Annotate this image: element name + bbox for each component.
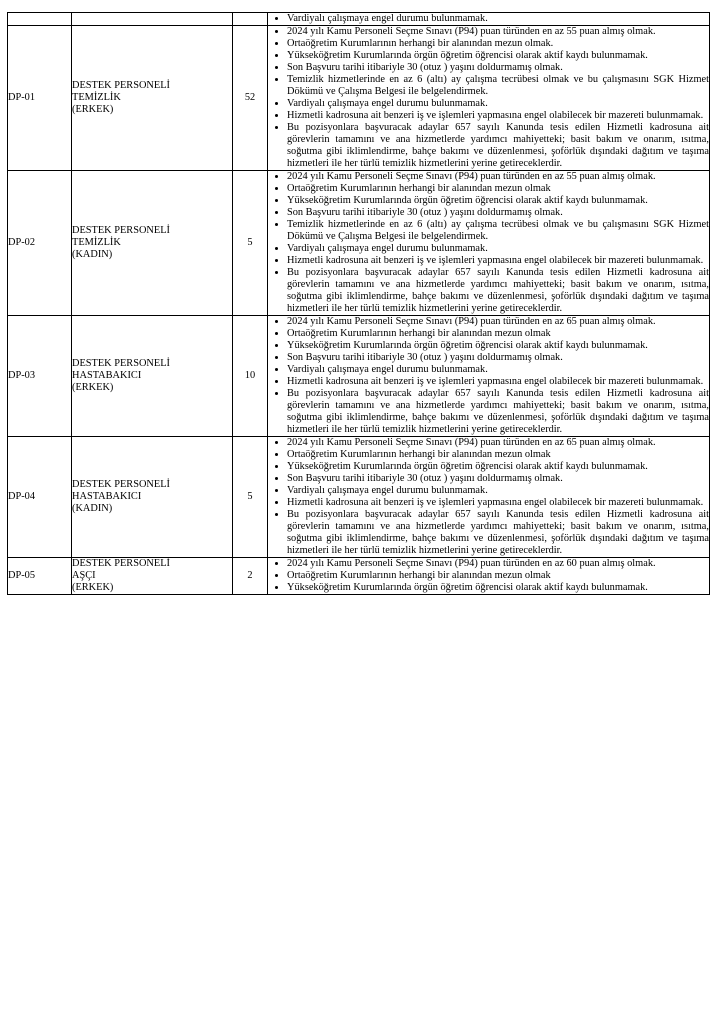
table-row <box>8 558 710 595</box>
position-title-line: DESTEK PERSONELİ <box>72 80 170 91</box>
position-title-line: AŞÇI <box>72 570 96 581</box>
position-title-line: HASTABAKICI <box>72 491 142 502</box>
position-requirements <box>268 316 710 437</box>
list-item: • Son Başvuru tarihi itibariyle 30 (otuz ) yaşını doldurmamış olmak. <box>287 207 709 219</box>
list-item: • Bu pozisyonlara başvuracak adaylar 657 sayılı Kanunda tesis edilen Hizmetli kadrosuna ait görevlerin tamamını ve ana hizmetlerde yardımcı mahiyetteki; basit bakım ve onarım, ısıtma, soğutma gibi iklimlendirme, bahçe bakımı ve düzenlenmesi, şoförlük dışındaki dağıtım ve taşıma hizmetleri ile her türlü temizlik hizmetlerini yerine getireceklerdir. <box>287 122 709 170</box>
list-item: • Yükseköğretim Kurumlarında örgün öğretim öğrencisi olarak aktif kaydı bulunmamak. <box>287 340 709 352</box>
list-item: • Vardiyalı çalışmaya engel durumu bulunmamak. <box>287 243 709 255</box>
requirements-list <box>268 26 709 170</box>
list-item: • Vardiyalı çalışmaya engel durumu bulunmamak. <box>287 364 709 376</box>
list-item: • Ortaöğretim Kurumlarının herhangi bir alanından mezun olmak. <box>287 38 709 50</box>
position-count: 5 <box>233 437 268 558</box>
requirements-list <box>268 437 709 557</box>
position-code: DP-02 <box>8 171 72 316</box>
position-title <box>72 171 233 316</box>
position-title-line: (KADIN) <box>72 249 113 260</box>
positions-table <box>7 12 710 595</box>
position-requirements <box>268 13 710 26</box>
position-count <box>233 13 268 26</box>
position-code: DP-03 <box>8 316 72 437</box>
requirements-list <box>268 171 709 315</box>
list-item: • Bu pozisyonlara başvuracak adaylar 657 sayılı Kanunda tesis edilen Hizmetli kadrosuna ait görevlerin tamamını ve ana hizmetlerde yardımcı mahiyetteki; basit bakım ve onarım, ısıtma, soğutma gibi iklimlendirme, bahçe bakımı ve düzenlenmesi, şoförlük dışındaki dağıtım ve taşıma hizmetleri ile her türlü temizlik hizmetlerini yerine getireceklerdir. <box>287 388 709 436</box>
list-item: • Temizlik hizmetlerinde en az 6 (altı) ay çalışma tecrübesi olmak ve bu çalışmasını SGK Hizmet Dökümü ve Çalışma Belgesi ile belgelendirmek. <box>287 74 709 98</box>
position-code: DP-05 <box>8 558 72 595</box>
position-title-line: (KADIN) <box>72 503 113 514</box>
list-item: • Ortaöğretim Kurumlarının herhangi bir alanından mezun olmak <box>287 449 709 461</box>
position-count: 52 <box>233 26 268 171</box>
position-title-line: HASTABAKICI <box>72 370 142 381</box>
list-item: • Yükseköğretim Kurumlarında örgün öğretim öğrencisi olarak aktif kaydı bulunmamak. <box>287 461 709 473</box>
list-item: • Ortaöğretim Kurumlarının herhangi bir alanından mezun olmak <box>287 328 709 340</box>
position-count: 10 <box>233 316 268 437</box>
position-requirements <box>268 558 710 595</box>
list-item: • 2024 yılı Kamu Personeli Seçme Sınavı (P94) puan türünden en az 65 puan almış olmak. <box>287 316 709 328</box>
position-title <box>72 26 233 171</box>
position-title <box>72 437 233 558</box>
list-item: • Vardiyalı çalışmaya engel durumu bulunmamak. <box>287 98 709 110</box>
position-count: 2 <box>233 558 268 595</box>
position-code <box>8 13 72 26</box>
list-item: • Yükseköğretim Kurumlarında örgün öğretim öğrencisi olarak aktif kaydı bulunmamak. <box>287 50 709 62</box>
table-row <box>8 13 710 26</box>
list-item: • Son Başvuru tarihi itibariyle 30 (otuz ) yaşını doldurmamış olmak. <box>287 352 709 364</box>
list-item: • Hizmetli kadrosuna ait benzeri iş ve işlemleri yapmasına engel olabilecek bir mazereti bulunmamak. <box>287 376 709 388</box>
list-item: • Temizlik hizmetlerinde en az 6 (altı) ay çalışma tecrübesi olmak ve bu çalışmasını SGK Hizmet Dökümü ve Çalışma Belgesi ile belgelendirmek. <box>287 219 709 243</box>
position-title-line: (ERKEK) <box>72 382 114 393</box>
position-title-line: DESTEK PERSONELİ <box>72 358 170 369</box>
table-row <box>8 437 710 558</box>
positions-table-body <box>8 13 710 595</box>
position-requirements <box>268 171 710 316</box>
position-title-line: DESTEK PERSONELİ <box>72 225 170 236</box>
position-title-line: (ERKEK) <box>72 582 114 593</box>
list-item: • Yükseköğretim Kurumlarında örgün öğretim öğrencisi olarak aktif kaydı bulunmamak. <box>287 582 709 594</box>
list-item: • Yükseköğretim Kurumlarında örgün öğretim öğrencisi olarak aktif kaydı bulunmamak. <box>287 195 709 207</box>
table-row <box>8 26 710 171</box>
requirements-list <box>268 316 709 436</box>
list-item: • Vardiyalı çalışmaya engel durumu bulunmamak. <box>287 485 709 497</box>
position-count: 5 <box>233 171 268 316</box>
position-code: DP-01 <box>8 26 72 171</box>
list-item: • Hizmetli kadrosuna ait benzeri iş ve işlemleri yapmasına engel olabilecek bir mazereti bulunmamak. <box>287 110 709 122</box>
position-title-line: (ERKEK) <box>72 104 114 115</box>
list-item: • Bu pozisyonlara başvuracak adaylar 657 sayılı Kanunda tesis edilen Hizmetli kadrosuna ait görevlerin tamamını ve ana hizmetlerde yardımcı mahiyetteki; basit bakım ve onarım, ısıtma, soğutma gibi iklimlendirme, bahçe bakımı ve düzenlenmesi, şoförlük dışındaki dağıtım ve taşıma hizmetleri ile her türlü temizlik hizmetlerini yerine getireceklerdir. <box>287 267 709 315</box>
list-item: • 2024 yılı Kamu Personeli Seçme Sınavı (P94) puan türünden en az 55 puan almış olmak. <box>287 171 709 183</box>
list-item: • Ortaöğretim Kurumlarının herhangi bir alanından mezun olmak <box>287 183 709 195</box>
position-title-line: DESTEK PERSONELİ <box>72 479 170 490</box>
list-item: • Son Başvuru tarihi itibariyle 30 (otuz ) yaşını doldurmamış olmak. <box>287 473 709 485</box>
position-title-line: TEMİZLİK <box>72 237 121 248</box>
table-row <box>8 171 710 316</box>
table-row <box>8 316 710 437</box>
position-code: DP-04 <box>8 437 72 558</box>
requirements-list <box>268 558 709 594</box>
position-requirements <box>268 26 710 171</box>
list-item: • Vardiyalı çalışmaya engel durumu bulunmamak. <box>287 13 709 25</box>
list-item: • Bu pozisyonlara başvuracak adaylar 657 sayılı Kanunda tesis edilen Hizmetli kadrosuna ait görevlerin tamamını ve ana hizmetlerde yardımcı mahiyetteki; basit bakım ve onarım, ısıtma, soğutma gibi iklimlendirme, bahçe bakımı ve düzenlenmesi, şoförlük dışındaki dağıtım ve taşıma hizmetleri ile her türlü temizlik hizmetlerini yerine getireceklerdir. <box>287 509 709 557</box>
list-item: • Hizmetli kadrosuna ait benzeri iş ve işlemleri yapmasına engel olabilecek bir mazereti bulunmamak. <box>287 255 709 267</box>
requirements-list <box>268 13 709 25</box>
position-title-line: DESTEK PERSONELİ <box>72 558 170 569</box>
list-item: • Ortaöğretim Kurumlarının herhangi bir alanından mezun olmak <box>287 570 709 582</box>
position-title <box>72 558 233 595</box>
position-title-line: TEMİZLİK <box>72 92 121 103</box>
position-requirements <box>268 437 710 558</box>
list-item: • 2024 yılı Kamu Personeli Seçme Sınavı (P94) puan türünden en az 55 puan almış olmak. <box>287 26 709 38</box>
position-title <box>72 13 233 26</box>
list-item: • 2024 yılı Kamu Personeli Seçme Sınavı (P94) puan türünden en az 60 puan almış olmak. <box>287 558 709 570</box>
position-title <box>72 316 233 437</box>
list-item: • 2024 yılı Kamu Personeli Seçme Sınavı (P94) puan türünden en az 65 puan almış olmak. <box>287 437 709 449</box>
list-item: • Hizmetli kadrosuna ait benzeri iş ve işlemleri yapmasına engel olabilecek bir mazereti bulunmamak. <box>287 497 709 509</box>
list-item: • Son Başvuru tarihi itibariyle 30 (otuz ) yaşını doldurmamış olmak. <box>287 62 709 74</box>
